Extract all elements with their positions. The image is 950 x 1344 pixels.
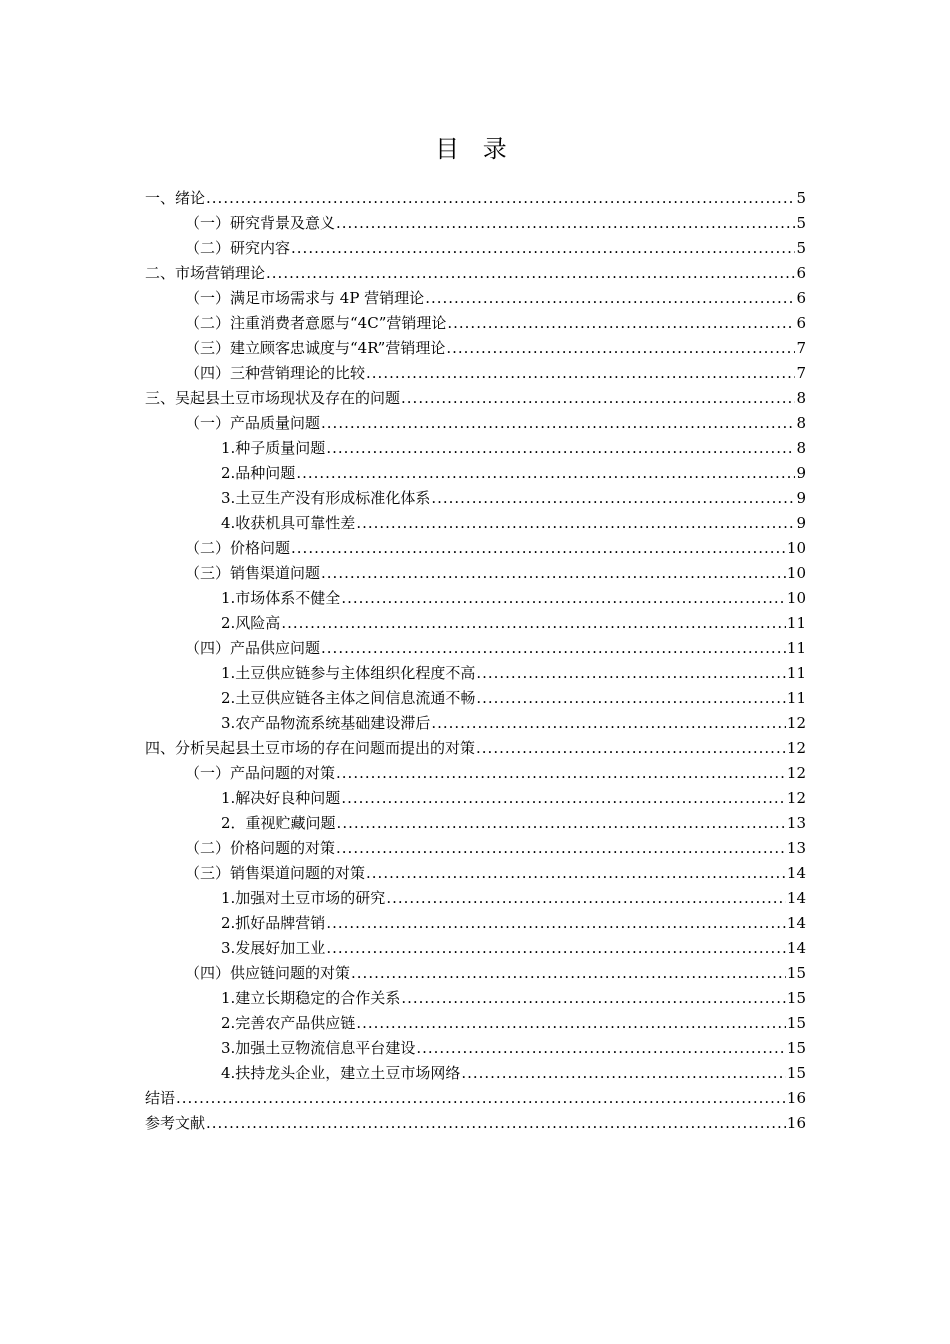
toc-entry-title: 结语 [145, 1089, 176, 1107]
toc-dot-leader [416, 1036, 786, 1061]
toc-dot-leader [321, 411, 795, 436]
toc-dot-leader [431, 486, 795, 511]
toc-dot-leader [321, 636, 786, 661]
toc-entry-page-number: 9 [796, 464, 806, 482]
toc-entry-page-number: 10 [786, 589, 806, 607]
toc-entry[interactable] [145, 586, 806, 611]
toc-entry[interactable] [145, 861, 806, 886]
toc-entry-title: （一）研究背景及意义 [185, 214, 336, 232]
toc-entry-title: 1.种子质量问题 [221, 439, 326, 457]
toc-dot-leader [356, 1011, 786, 1036]
toc-entry[interactable] [145, 761, 806, 786]
toc-entry[interactable] [145, 911, 806, 936]
toc-entry-title: （一）产品问题的对策 [185, 764, 336, 782]
toc-dot-leader [386, 886, 786, 911]
toc-entry-page-number: 8 [796, 414, 806, 432]
toc-entry-page-number: 7 [796, 339, 806, 357]
toc-entry-title: 三、吴起县土豆市场现状及存在的问题 [145, 389, 401, 407]
toc-entry-page-number: 14 [786, 889, 806, 907]
toc-entry-title: 3.土豆生产没有形成标准化体系 [221, 489, 431, 507]
toc-entry[interactable] [145, 211, 806, 236]
toc-entry-page-number: 15 [786, 964, 806, 982]
toc-entry-page-number: 12 [786, 714, 806, 732]
toc-dot-leader [476, 686, 786, 711]
toc-entry[interactable] [145, 486, 806, 511]
toc-entry[interactable] [145, 961, 806, 986]
toc-dot-leader [281, 611, 786, 636]
toc-entry-page-number: 10 [786, 564, 806, 582]
toc-dot-leader [206, 1111, 786, 1136]
toc-entry[interactable] [145, 236, 806, 261]
toc-entry-page-number: 12 [786, 739, 806, 757]
toc-entry-page-number: 16 [786, 1089, 806, 1107]
toc-entry-title: （二）注重消费者意愿与“4C”营销理论 [185, 314, 447, 332]
toc-entry-title: 3.发展好加工业 [221, 939, 326, 957]
toc-title: 目 录 [435, 135, 515, 163]
toc-entry-page-number: 12 [786, 764, 806, 782]
toc-entry-page-number: 8 [796, 389, 806, 407]
toc-entry-page-number: 11 [786, 664, 806, 682]
toc-entry-page-number: 6 [796, 264, 806, 282]
toc-entry-page-number: 15 [786, 1014, 806, 1032]
toc-entry[interactable] [145, 936, 806, 961]
toc-entry[interactable] [145, 786, 806, 811]
toc-entry-title: 二、市场营销理论 [145, 264, 266, 282]
toc-entry[interactable] [145, 311, 806, 336]
toc-entry-page-number: 5 [796, 189, 806, 207]
toc-entry-title: 4.扶持龙头企业，建立土豆市场网络 [221, 1064, 461, 1082]
toc-entry-page-number: 14 [786, 914, 806, 932]
toc-entry-page-number: 14 [786, 939, 806, 957]
toc-entry-title: 2.土豆供应链各主体之间信息流通不畅 [221, 689, 476, 707]
toc-entry-title: （四）供应链问题的对策 [185, 964, 351, 982]
toc-entry[interactable] [145, 1061, 806, 1086]
toc-entry-page-number: 7 [796, 364, 806, 382]
toc-entry-title: 一、绪论 [145, 189, 206, 207]
toc-dot-leader [356, 511, 795, 536]
toc-entry-title: （二）价格问题 [185, 539, 291, 557]
toc-entry-page-number: 14 [786, 864, 806, 882]
toc-entry-title: （一）满足市场需求与 4P 营销理论 [185, 289, 425, 307]
toc-entry-page-number: 11 [786, 614, 806, 632]
toc-entry[interactable] [145, 411, 806, 436]
toc-dot-leader [476, 661, 786, 686]
toc-dot-leader [296, 461, 795, 486]
toc-dot-leader [461, 1061, 786, 1086]
toc-entry-page-number: 13 [786, 814, 806, 832]
toc-entry-title: 2.抓好品牌营销 [221, 914, 326, 932]
toc-entry-page-number: 6 [796, 314, 806, 332]
toc-entry[interactable] [145, 386, 806, 411]
toc-dot-leader [366, 861, 786, 886]
toc-entry[interactable] [145, 511, 806, 536]
toc-entry[interactable] [145, 686, 806, 711]
toc-entry-title: 2.品种问题 [221, 464, 296, 482]
toc-entry[interactable] [145, 661, 806, 686]
toc-entry-title: （二）研究内容 [185, 239, 291, 257]
toc-dot-leader [291, 536, 786, 561]
table-of-contents [145, 186, 806, 1136]
toc-dot-leader [366, 361, 795, 386]
toc-entry-title: 2．重视贮藏问题 [221, 814, 336, 832]
toc-entry-page-number: 6 [796, 289, 806, 307]
toc-entry-page-number: 15 [786, 989, 806, 1007]
toc-entry-page-number: 11 [786, 639, 806, 657]
toc-dot-leader [321, 561, 786, 586]
toc-entry[interactable] [145, 361, 806, 386]
toc-dot-leader [341, 786, 786, 811]
toc-entry[interactable] [145, 1111, 806, 1136]
toc-dot-leader [326, 936, 786, 961]
toc-entry-page-number: 12 [786, 789, 806, 807]
toc-dot-leader [341, 586, 786, 611]
toc-entry[interactable] [145, 461, 806, 486]
toc-entry-page-number: 9 [796, 514, 806, 532]
toc-entry-title: 3.农产品物流系统基础建设滞后 [221, 714, 431, 732]
toc-entry-title: （三）销售渠道问题 [185, 564, 321, 582]
toc-dot-leader [336, 761, 786, 786]
toc-entry-title: 2.完善农产品供应链 [221, 1014, 356, 1032]
toc-entry-page-number: 9 [796, 489, 806, 507]
toc-dot-leader [351, 961, 786, 986]
toc-entry-title: 3.加强土豆物流信息平台建设 [221, 1039, 416, 1057]
toc-entry[interactable] [145, 611, 806, 636]
toc-entry-page-number: 15 [786, 1064, 806, 1082]
toc-dot-leader [336, 836, 786, 861]
toc-entry-title: （四）三种营销理论的比较 [185, 364, 366, 382]
toc-entry-title: （四）产品供应问题 [185, 639, 321, 657]
toc-entry-page-number: 5 [796, 214, 806, 232]
toc-entry-page-number: 11 [786, 689, 806, 707]
toc-entry-title: 四、分析吴起县土豆市场的存在问题而提出的对策 [145, 739, 476, 757]
toc-entry-page-number: 5 [796, 239, 806, 257]
toc-dot-leader [291, 236, 795, 261]
toc-entry-title: 1.建立长期稳定的合作关系 [221, 989, 401, 1007]
toc-entry-title: 1.市场体系不健全 [221, 589, 341, 607]
toc-entry[interactable] [145, 1011, 806, 1036]
toc-dot-leader [431, 711, 786, 736]
toc-dot-leader [326, 436, 795, 461]
toc-entry-title: 1.加强对土豆市场的研究 [221, 889, 386, 907]
toc-dot-leader [206, 186, 795, 211]
toc-dot-leader [447, 311, 795, 336]
toc-entry-title: 4.收获机具可靠性差 [221, 514, 356, 532]
toc-dot-leader [446, 336, 795, 361]
toc-entry[interactable] [145, 986, 806, 1011]
toc-entry[interactable] [145, 561, 806, 586]
toc-entry[interactable] [145, 336, 806, 361]
toc-dot-leader [476, 736, 786, 761]
toc-entry-page-number: 15 [786, 1039, 806, 1057]
toc-entry[interactable] [145, 886, 806, 911]
toc-entry-page-number: 10 [786, 539, 806, 557]
toc-entry-page-number: 16 [786, 1114, 806, 1132]
toc-dot-leader [176, 1086, 786, 1111]
toc-entry[interactable] [145, 436, 806, 461]
toc-entry[interactable] [145, 261, 806, 286]
toc-entry[interactable] [145, 1086, 806, 1111]
toc-entry-title: （三）销售渠道问题的对策 [185, 864, 366, 882]
toc-dot-leader [401, 986, 786, 1011]
toc-dot-leader [337, 811, 786, 836]
toc-dot-leader [336, 211, 795, 236]
toc-entry[interactable] [145, 186, 806, 211]
toc-entry[interactable] [145, 536, 806, 561]
toc-entry-page-number: 8 [796, 439, 806, 457]
toc-dot-leader [425, 286, 795, 311]
toc-entry-title: 2.风险高 [221, 614, 281, 632]
toc-dot-leader [266, 261, 795, 286]
toc-entry[interactable] [145, 836, 806, 861]
toc-entry[interactable] [145, 811, 806, 836]
toc-entry-title: （三）建立顾客忠诚度与“4R”营销理论 [185, 339, 446, 357]
toc-entry-title: （二）价格问题的对策 [185, 839, 336, 857]
toc-entry[interactable] [145, 711, 806, 736]
toc-entry-title: 1.土豆供应链参与主体组织化程度不高 [221, 664, 476, 682]
toc-entry[interactable] [145, 736, 806, 761]
toc-dot-leader [401, 386, 795, 411]
toc-entry[interactable] [145, 286, 806, 311]
toc-entry-title: 参考文献 [145, 1114, 206, 1132]
toc-dot-leader [326, 911, 786, 936]
toc-entry-title: 1.解决好良种问题 [221, 789, 341, 807]
toc-entry[interactable] [145, 636, 806, 661]
toc-entry[interactable] [145, 1036, 806, 1061]
toc-entry-title: （一）产品质量问题 [185, 414, 321, 432]
toc-entry-page-number: 13 [786, 839, 806, 857]
